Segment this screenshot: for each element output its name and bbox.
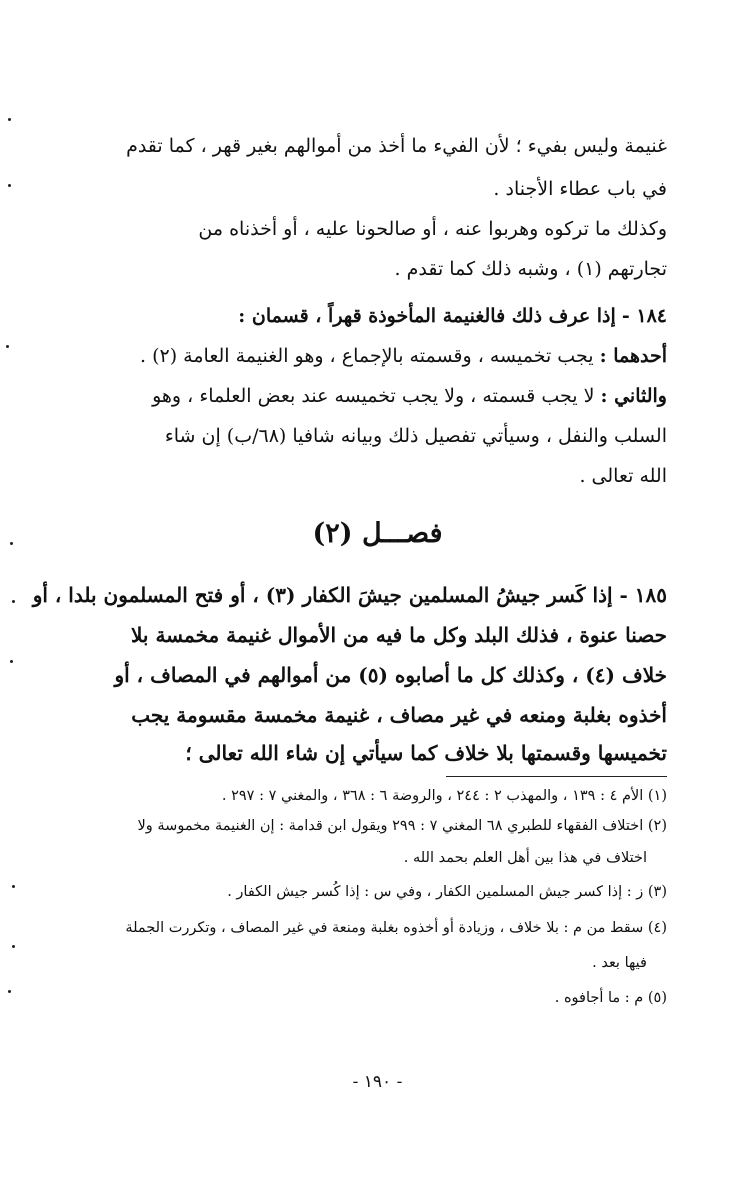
footnote-divider xyxy=(446,776,667,777)
section-text: يجب تخميسه ، وقسمته بالإجماع ، وهو الغنيمة العامة (٢) . xyxy=(140,345,594,367)
margin-mark xyxy=(8,990,11,993)
section-184-line-2 xyxy=(140,345,667,367)
footnote: فيها بعد . xyxy=(592,955,647,971)
footnote: (٣) ز : إذا كسر جيش المسلمين الكفار ، وفي س : إذا كُسر جيش الكفار . xyxy=(227,884,667,900)
margin-mark xyxy=(8,118,11,121)
footnote: (١) الأم ٤ : ١٣٩ ، والمهذب ٢ : ٢٤٤ ، والروضة ٦ : ٣٦٨ ، والمغني ٧ : ٢٩٧ . xyxy=(221,788,667,804)
margin-mark xyxy=(8,184,11,187)
section-text: إذا كَسر جيشُ المسلمين جيشَ الكفار (٣) ، أو فتح المسلمون بلدا ، أو xyxy=(32,583,613,607)
margin-mark xyxy=(6,345,9,348)
paragraph-line: في باب عطاء الأجناد . xyxy=(493,178,667,200)
footnote: (٤) سقط من م : بلا خلاف ، وزيادة أو أخذوه بغلبة ومنعة في غير المصاف ، وتكررت الجملة xyxy=(125,920,667,936)
section-text: لا يجب قسمته ، ولا يجب تخميسه عند بعض العلماء ، وهو xyxy=(152,385,595,407)
section-184-line-3 xyxy=(152,385,667,407)
section-184-line-5: الله تعالى . xyxy=(579,465,667,487)
footnote: (٥) م : ما أجافوه . xyxy=(554,990,667,1006)
section-185-line-1 xyxy=(33,583,667,607)
margin-mark xyxy=(10,660,13,663)
section-185-line-3: خلاف (٤) ، وكذلك كل ما أصابوه (٥) من أموالهم في المصاف ، أو xyxy=(114,663,667,687)
margin-mark xyxy=(12,885,15,888)
footnote: (٢) اختلاف الفقهاء للطبري ٦٨ المغني ٧ : ٢٩٩ ويقول ابن قدامة : إن الغنيمة مخموسة ولا xyxy=(137,818,667,834)
section-number: ١٨٤ - xyxy=(621,305,667,327)
section-184-line-1 xyxy=(238,305,667,327)
paragraph-line: غنيمة وليس بفيء ؛ لأن الفيء ما أخذ من أموالهم بغير قهر ، كما تقدم xyxy=(126,135,667,157)
footnote: اختلاف في هذا بين أهل العلم بحمد الله . xyxy=(403,850,647,866)
chapter-heading: فصـــل (٢) xyxy=(312,518,443,549)
section-text: إذا عرف ذلك فالغنيمة المأخوذة قهراً ، قسمان : xyxy=(238,305,616,327)
section-185-line-5: تخميسها وقسمتها بلا خلاف كما سيأتي إن شاء الله تعالى ؛ xyxy=(185,741,667,765)
page-number: - ١٩٠ - xyxy=(352,1072,403,1092)
section-184-line-4: السلب والنفل ، وسيأتي تفصيل ذلك وبيانه شافيا (٦٨/ب) إن شاء xyxy=(164,425,667,447)
section-185-line-4: أخذوه بغلبة ومنعه في غير مصاف ، غنيمة مخمسة مقسومة يجب xyxy=(131,703,667,727)
section-lead: أحدهما : xyxy=(599,345,667,367)
section-185-line-2: حصنا عنوة ، فذلك البلد وكل ما فيه من الأموال غنيمة مخمسة بلا xyxy=(131,623,667,647)
paragraph-line: تجارتهم (١) ، وشبه ذلك كما تقدم . xyxy=(394,258,667,280)
paragraph-line: وكذلك ما تركوه وهربوا عنه ، أو صالحونا عليه ، أو أخذناه من xyxy=(198,218,667,240)
section-number: ١٨٥ - xyxy=(619,583,667,607)
margin-mark xyxy=(12,600,15,603)
section-lead: والثاني : xyxy=(600,385,667,407)
margin-mark xyxy=(12,945,15,948)
